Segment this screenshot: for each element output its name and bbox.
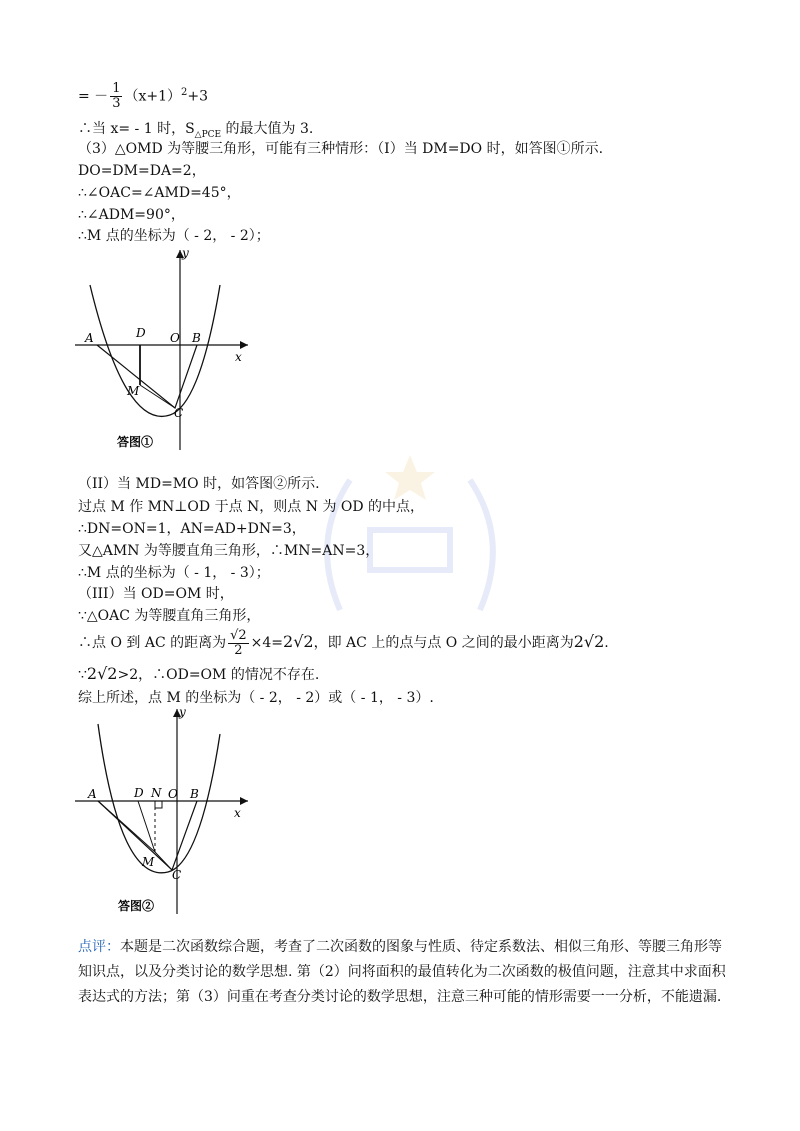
text-line-6: ∴∠ADM=90°， <box>78 207 185 223</box>
text-line-11: 又△AMN 为等腰直角三角形，∴MN=AN=3， <box>78 543 380 559</box>
text-line-12: ∴M 点的坐标为（ - 1， - 3）； <box>78 565 270 581</box>
comment-text: 本题是二次函数综合题，考查了二次函数的图象与性质、待定系数法、相似三角形、等腰三角形等知识点，以及分类讨论的数学思想. 第（2）问将面积的最值转化为二次函数的极值问题，注意其中求面积表达式的方法；第（3）问重在考查分类讨论的数学思想，注意三种可能的情形需要一一分析，不能遗漏. <box>78 939 726 1005</box>
fig2-caption: 答图② <box>118 899 155 913</box>
fig1-caption: 答图① <box>117 435 154 449</box>
text-line-5: ∴∠OAC=∠AMD=45°， <box>78 185 241 201</box>
text-line-15: ∴点 O 到 AC 的距离为 $\frac{√2}{2}$ ×4=2√2，即 AC 上的点与点 O 之间的最小距离为2√2. <box>78 627 609 658</box>
fig2-label-c: C <box>172 868 182 882</box>
text-line-13: （III）当 OD=OM 时， <box>78 586 234 602</box>
fig2-label-b: B <box>190 787 199 801</box>
fig1-label-x: x <box>235 350 242 364</box>
text-line-3: （3）△OMD 为等腰三角形，可能有三种情形：（I）当 DM=DO 时，如答图①所示. <box>78 141 604 157</box>
fraction-one-third: $\frac{1}{3}$ <box>112 81 121 111</box>
fig2-label-a: A <box>88 787 97 801</box>
figure-1 <box>70 245 250 455</box>
fig2-label-o: O <box>168 787 178 801</box>
fig1-label-m: M <box>127 384 140 398</box>
fig2-label-y: y <box>179 705 186 719</box>
watermark-logo <box>300 450 520 630</box>
fig1-label-c: C <box>174 406 184 420</box>
fig1-label-a: A <box>85 331 94 345</box>
fig1-label-y: y <box>182 246 189 260</box>
text-line-17: 综上所述，点 M 的坐标为（ - 2， - 2）或（ - 1， - 3）. <box>78 690 434 706</box>
fig1-label-d: D <box>136 326 146 340</box>
fig1-label-o: O <box>170 331 180 345</box>
text-line-8: （II）当 MD=MO 时，如答图②所示. <box>78 476 320 492</box>
text-line-7: ∴M 点的坐标为（ - 2， - 2）； <box>78 228 270 244</box>
fig2-label-d: D <box>134 786 144 800</box>
comment-label: 点评： <box>78 939 120 955</box>
equation-line-1: = － $\frac{1}{3}$ $(x+1)^2+3$ <box>78 81 209 111</box>
fig2-label-m: M <box>142 855 155 869</box>
text-line-16: ∵2√2>2，∴OD=OM 的情况不存在. <box>78 664 320 683</box>
text-line-14: ∵△OAC 为等腰直角三角形， <box>78 608 261 624</box>
fraction-sqrt2-over-2: $\frac{√2}{2}$ <box>230 627 247 658</box>
figure-2 <box>70 704 250 919</box>
fig1-label-b: B <box>192 331 201 345</box>
text-line-2: ∴当 x= - 1 时，$S_{\triangle PCE}$ 的最大值为 3. <box>78 121 314 140</box>
fig2-label-n: N <box>151 786 162 800</box>
fig2-label-x: x <box>234 806 241 820</box>
text-line-10: ∴DN=ON=1，AN=AD+DN=3， <box>78 521 306 537</box>
text-line-9: 过点 M 作 MN⊥OD 于点 N，则点 N 为 OD 的中点， <box>78 499 425 515</box>
comment-paragraph <box>78 935 728 1010</box>
text-line-4: DO=DM=DA=2， <box>78 163 206 179</box>
